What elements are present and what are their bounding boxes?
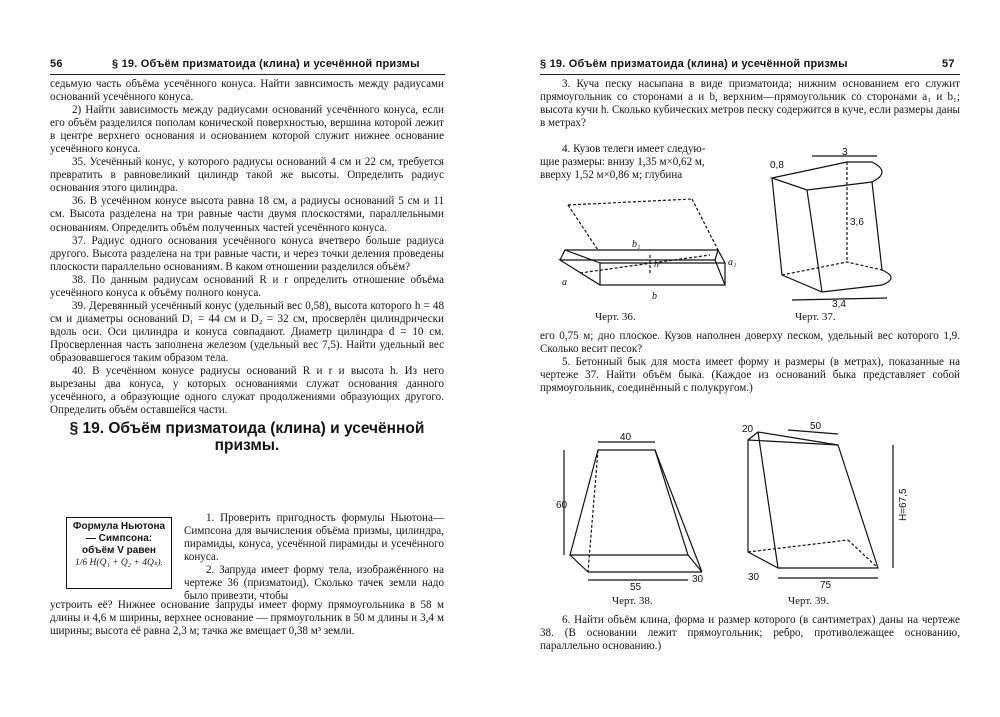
section-title: § 19. Объём призматоида (клина) и усечённой призмы. (69, 420, 425, 455)
figure-38 (556, 430, 720, 593)
fig39-hidden-edge (748, 540, 848, 552)
fig38-edge (570, 555, 588, 572)
running-header-left: § 19. Объём призматоида (клина) и усечённой призмы (112, 58, 420, 70)
fig39-label-depth: 30 (748, 572, 760, 583)
fig39-label-height: H=67,5 (898, 488, 909, 521)
fig37-label-top: 3 (842, 147, 848, 158)
problem-6 (540, 614, 960, 653)
fig38-label-depth: 30 (692, 574, 704, 585)
fig37-label-height: 3,6 (850, 217, 864, 228)
problem-37: 37. Радиус одного основания усечённого конуса вчетверо больше радиуса другого. Высота разделена на три равные части, и через точки деления проведены плоскости параллельно основаниям. В каком отношении разделился объём? (50, 234, 444, 273)
left-text-beside-box (184, 512, 444, 603)
problem-1: 1. Проверить пригодность формулы Ньютона—Симпсона для вычисления объёма призмы, цилиндра, пирамиды, конуса, усечённой пирамиды и усечённого конуса. (184, 512, 444, 564)
figure-36 (540, 185, 745, 307)
figure-39-caption: Черт. 39. (788, 595, 829, 607)
running-header-right: § 19. Объём призматоида (клина) и усечённой призмы (540, 58, 848, 70)
fig37-label-small: 0,8 (770, 160, 784, 171)
formula-box-line: объём V равен (82, 545, 156, 556)
fig38-edge (688, 555, 702, 572)
fig39-label-top: 50 (810, 421, 822, 432)
formula-box (66, 517, 172, 589)
left-text-column (50, 78, 444, 460)
fig36-edge (718, 250, 725, 263)
header-rule-left (50, 74, 445, 75)
page-number-right: 57 (942, 58, 955, 70)
problem-4-line: 4. Кузов телеги имеет следую- (562, 143, 706, 155)
paragraph: 2) Найти зависимость между радиусами оснований усечённого конуса, если его объём разделился пополам конической поверхностью, вершина которой лежит в центре верхнего основания и основанием которой служит нижнее основание усечённого конуса. (50, 104, 444, 156)
left-text-bottom (50, 599, 444, 638)
fig38-label-base: 55 (630, 582, 642, 593)
fig36-label-h: h (654, 259, 659, 270)
figure-36-caption: Черт. 36. (595, 311, 636, 323)
fig38-front-face (570, 450, 688, 555)
fig37-sides (772, 178, 891, 292)
fig36-top-edges (560, 250, 718, 260)
fig37-hidden-base (782, 262, 882, 275)
problem-36: 36. В усечённом конусе высота равна 18 см, а радиусы оснований 5 см и 11 см. Высота разделена на три равные части двумя плоскостями, параллельными основаниям. Определить объём полученных частей усечённого конуса. (50, 195, 444, 234)
fig39-label-base: 75 (820, 580, 832, 591)
formula-text: 1/6 H(Q₁ + Q₂ + 4Qₛ). (75, 558, 163, 568)
fig36-label-a: a (562, 277, 567, 288)
problem-4-lead (540, 143, 735, 182)
problem-6-text: 6. Найти объём клина, форма и размер которого (в сантиметрах) даны на чертеже 38. (В основании лежит прямоугольник; ребро, противолежащее основанию, параллельно основанию.) (540, 614, 960, 653)
problem-5: 5. Бетонный бык для моста имеет форму и размеры (в метрах), показанные на чертеже 37. Найти объём быка. (Каждое из оснований быка представляет собой прямоугольник, соединённый с полукругом.) (540, 356, 960, 395)
fig37-label-base: 3,4 (832, 299, 846, 310)
formula-box-title: Формула Ньютона— Симпсона: (72, 521, 166, 544)
problem-2: 2. Запруда имеет форму тела, изображённого на чертеже 36 (призматоид). Сколько тачек земли надо было привезти, чтобы (184, 564, 444, 603)
figure-37 (752, 147, 967, 310)
fig36-edge (565, 250, 600, 263)
problem-4-line: вверху 1,52 м×0,86 м; глубина (540, 169, 683, 182)
fig38-label-top: 40 (620, 432, 632, 443)
fig36-hidden-edges (568, 199, 718, 250)
fig37-front-edge (807, 190, 822, 292)
figure-37-caption: Черт. 37. (795, 311, 836, 323)
fig36-label-b1: b₁ (632, 239, 641, 250)
problem-39: 39. Деревянный усечённый конус (удельный вес 0,58), высота которого h = 48 см и диаметры оснований D₁ = 44 см и D₂ = 32 см, просверлён цилиндрически вдоль оси. Оси цилиндра и конуса совпадают. Диаметр цилиндра d = 10 см. Просверленная часть заполнена железом (удельный вес 7,5). Найти удельный вес образовавшегося таким образом тела. (50, 299, 444, 364)
fig38-edge (655, 450, 702, 572)
figure-39 (728, 420, 958, 590)
problem-2-continued: устроить её? Нижнее основание запруды имеет форму прямоугольника в 58 м длины и 4,6 м ширины, верхнее основание — прямоугольник в 50 м длины и 3,4 м ширины; высота её равна 2,3 м; тачка же вмещает 0,38 м³ земли. (50, 599, 444, 638)
fig39-label-small: 20 (742, 424, 754, 435)
fig37-top-face (772, 162, 882, 190)
fig36-label-a1: a₁ (728, 257, 737, 268)
fig39-edge (758, 432, 778, 568)
fig39-outline (748, 440, 878, 568)
fig38-label-height: 60 (556, 500, 568, 511)
problem-3 (540, 78, 960, 130)
problem-4-line: щие размеры: внизу 1,35 м×0,62 м, (540, 156, 705, 169)
problem-4-continued-text: его 0,75 м; дно плоское. Кузов наполнен доверху песком, удельный вес которого 1,9. Сколько весит песок? (540, 330, 960, 356)
problem-38: 38. По данным радиусам оснований R и r определить отношение объёма усечённого конуса к объёму полного конуса. (50, 273, 444, 299)
figure-38-caption: Черт. 38. (612, 595, 653, 607)
paragraph: седьмую часть объёма усечённого конуса. Найти зависимость между радиусами оснований усечённого конуса. (50, 78, 444, 104)
fig36-label-b: b (652, 291, 657, 302)
problem-3-text: 3. Куча песку насыпана в виде призматоида; нижним основанием его служит прямоугольник со сторонами a и b, верхним—прямоугольник со сторонами a₁ и b₁; высота кучи h. Сколько кубических метров песку содержится в куче, если размеры даны в метрах? (540, 78, 960, 130)
page-number-left: 56 (50, 58, 63, 70)
header-rule-right (540, 74, 960, 75)
right-page (500, 0, 1000, 717)
problem-4-continued (540, 330, 960, 395)
problem-35: 35. Усечённый конус, у которого радиусы оснований 4 см и 22 см, требуется превратить в равновеликий цилиндр такой же высоты. Определить радиус основания этого цилиндра. (50, 156, 444, 195)
fig36-base-face (560, 260, 725, 285)
problem-40: 40. В усечённом конусе радиусы оснований R и r и высота h. Из него вырезаны два конуса, у которых основаниями служат основания данного усечённого, а образующие одного служат продолжениями образующих другого. Определить объём оставшейся части. (50, 365, 444, 417)
